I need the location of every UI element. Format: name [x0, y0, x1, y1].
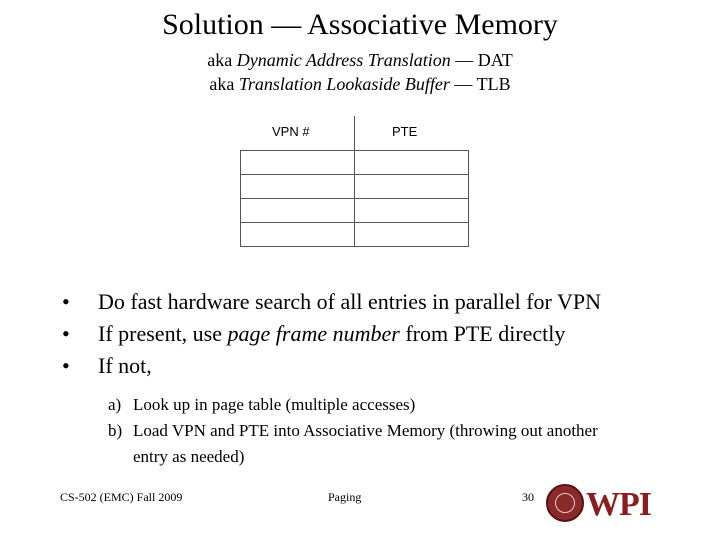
wpi-logo-text: WPI	[586, 486, 651, 523]
tlb-vpn-cell	[241, 175, 355, 199]
subtitle-dat-prefix: aka	[207, 50, 237, 70]
bullet-text-post: from PTE directly	[399, 321, 566, 346]
sub-item-label: a)	[108, 395, 122, 414]
sub-item-text: Look up in page table (multiple accesses)	[133, 395, 416, 414]
tlb-table	[240, 150, 469, 247]
footer-page-number: 30	[522, 490, 534, 504]
tlb-vpn-cell	[241, 223, 355, 247]
footer-topic: Paging	[328, 490, 362, 504]
subtitle-tlb	[0, 74, 720, 95]
slide-title: Solution — Associative Memory	[162, 8, 558, 41]
bullet-text: If not,	[98, 353, 152, 378]
subtitle-dat-emph: Dynamic Address Translation	[236, 50, 451, 70]
wpi-seal-icon	[546, 484, 584, 522]
tlb-pte-cell	[355, 175, 469, 199]
tlb-pte-cell	[355, 199, 469, 223]
tlb-pte-cell	[355, 223, 469, 247]
bullet-text-pre: If present, use	[98, 321, 228, 346]
vpn-column-header: VPN #	[272, 124, 310, 139]
bullet-text: Do fast hardware search of all entries in parallel for VPN	[98, 289, 601, 314]
subtitle-tlb-suffix: — TLB	[449, 74, 511, 94]
bullet-text-emph: page frame number	[227, 321, 400, 346]
wpi-logo	[546, 484, 651, 526]
pte-column-header: PTE	[392, 124, 418, 139]
tlb-row	[241, 223, 469, 247]
bullet-marker: •	[62, 321, 70, 346]
tlb-vpn-cell	[241, 199, 355, 223]
bullet-marker: •	[62, 289, 70, 314]
tlb-row	[241, 199, 469, 223]
tlb-vpn-cell	[241, 151, 355, 175]
sub-item-text: Load VPN and PTE into Associative Memory (throwing out another entry as needed)	[133, 421, 598, 466]
bullet-text	[98, 318, 565, 350]
tlb-row	[241, 151, 469, 175]
sub-item-label: b)	[108, 421, 123, 440]
sub-item	[108, 418, 633, 470]
subtitle-dat	[0, 50, 720, 71]
bullet-marker: •	[62, 353, 70, 378]
subtitle-dat-suffix: — DAT	[450, 50, 513, 70]
sub-item	[108, 392, 633, 418]
tlb-row	[241, 175, 469, 199]
subtitle-tlb-prefix: aka	[209, 74, 239, 94]
sub-list	[108, 392, 633, 470]
subtitle-tlb-emph: Translation Lookaside Buffer	[238, 74, 450, 94]
tlb-pte-cell	[355, 151, 469, 175]
footer-course: CS-502 (EMC) Fall 2009	[60, 490, 183, 504]
